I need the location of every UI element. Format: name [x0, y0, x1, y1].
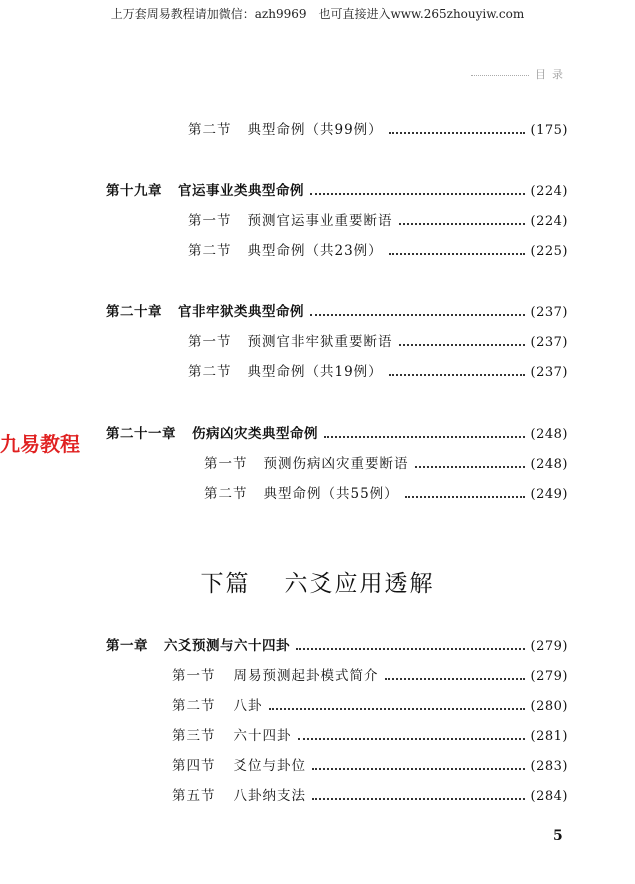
toc-chapter-number: 第二十章 [106, 304, 162, 320]
toc-chapter[interactable] [106, 302, 568, 322]
part-title-name: 六爻应用透解 [284, 571, 435, 597]
toc-entry-title: 爻位与卦位 [233, 758, 306, 774]
watermark-label: 九易教程 [0, 432, 80, 456]
toc-chapter-page: (248) [530, 427, 568, 442]
toc-entry-page: (283) [530, 759, 568, 774]
toc-chapter-number: 第十九章 [106, 183, 162, 199]
dot-leader [269, 708, 525, 710]
toc-entry-number: 第一节 [204, 456, 248, 472]
toc-entry-number: 第四节 [172, 758, 216, 774]
dot-leader [298, 738, 525, 740]
toc-chapter-title: 六爻预测与六十四卦 [164, 638, 290, 654]
toc-entry-number: 第一节 [172, 668, 216, 684]
toc-entry-title: 典型命例（共55例） [263, 486, 399, 502]
toc-chapter-title: 官非牢狱类典型命例 [178, 304, 304, 320]
toc-entry-page: (280) [530, 699, 568, 714]
toc-chapter[interactable] [106, 424, 568, 444]
toc-entry[interactable] [188, 362, 568, 382]
toc-chapter-page: (237) [530, 305, 568, 320]
toc-entry-title: 典型命例（共19例） [247, 364, 383, 380]
toc-entry[interactable] [204, 454, 568, 474]
toc-entry-number: 第二节 [204, 486, 248, 502]
dot-leader [399, 344, 525, 346]
part-title-part: 下篇 [200, 571, 251, 597]
toc-entry-page: (225) [530, 244, 568, 259]
dot-leader [310, 193, 525, 195]
toc-entry-page: (224) [530, 214, 568, 229]
toc-entry-page: (237) [530, 335, 568, 350]
toc-entry-title: 六十四卦 [233, 728, 292, 744]
running-head-rule [471, 75, 529, 76]
dot-leader [415, 466, 525, 468]
toc-entry-page: (279) [530, 669, 568, 684]
dot-leader [389, 253, 525, 255]
toc-entry-page: (237) [530, 365, 568, 380]
toc-entry-number: 第一节 [188, 213, 232, 229]
toc-entry[interactable] [172, 666, 568, 686]
toc-entry-page: (175) [530, 123, 568, 138]
toc-entry-title: 八卦 [233, 698, 263, 714]
top-banner: 上万套周易教程请加微信：azh9969 也可直接进入www.265zhouyiw.com [110, 7, 525, 21]
toc-chapter-page: (224) [530, 184, 568, 199]
toc-entry-page: (284) [530, 789, 568, 804]
dot-leader [389, 374, 525, 376]
toc-entry-title: 预测伤病凶灾重要断语 [263, 456, 409, 472]
toc-entry-number: 第五节 [172, 788, 216, 804]
toc-entry[interactable] [172, 696, 568, 716]
toc-chapter[interactable] [106, 181, 568, 201]
toc-entry-number: 第二节 [188, 364, 232, 380]
toc-entry-number: 第一节 [188, 334, 232, 350]
toc-entry-title: 八卦纳支法 [233, 788, 306, 804]
toc-entry-title: 预测官非牢狱重要断语 [247, 334, 393, 350]
dot-leader [296, 648, 525, 650]
page-number: 5 [553, 828, 563, 844]
toc-chapter[interactable] [106, 636, 568, 656]
dot-leader [310, 314, 525, 316]
dot-leader [399, 223, 525, 225]
toc-entry-number: 第二节 [188, 243, 232, 259]
toc-entry-title: 周易预测起卦模式简介 [233, 668, 379, 684]
toc-chapter-number: 第一章 [106, 638, 148, 654]
toc-entry-number: 第二节 [172, 698, 216, 714]
toc-entry[interactable] [204, 484, 568, 504]
dot-leader [389, 132, 525, 134]
toc-entry[interactable] [188, 211, 568, 231]
running-head [471, 66, 569, 82]
toc-entry[interactable] [172, 756, 568, 776]
toc-entry-number: 第二节 [188, 122, 232, 138]
running-head-label: 目录 [535, 68, 569, 81]
toc-chapter-number: 第二十一章 [106, 426, 176, 442]
toc-entry-title: 典型命例（共99例） [247, 122, 383, 138]
toc-entry[interactable] [172, 726, 568, 746]
toc-entry-title: 预测官运事业重要断语 [247, 213, 393, 229]
toc-entry[interactable] [188, 120, 568, 140]
toc-entry-number: 第三节 [172, 728, 216, 744]
toc-entry[interactable] [172, 786, 568, 806]
dot-leader [405, 496, 525, 498]
toc-entry-page: (281) [530, 729, 568, 744]
part-title [0, 565, 635, 598]
toc-entry-title: 典型命例（共23例） [247, 243, 383, 259]
toc-chapter-title: 伤病凶灾类典型命例 [192, 426, 318, 442]
dot-leader [312, 768, 525, 770]
toc-entry-page: (248) [530, 457, 568, 472]
toc-entry-page: (249) [530, 487, 568, 502]
toc-chapter-title: 官运事业类典型命例 [178, 183, 304, 199]
dot-leader [324, 436, 525, 438]
toc-entry[interactable] [188, 332, 568, 352]
dot-leader [385, 678, 525, 680]
toc-entry[interactable] [188, 241, 568, 261]
dot-leader [312, 798, 525, 800]
toc-chapter-page: (279) [530, 639, 568, 654]
